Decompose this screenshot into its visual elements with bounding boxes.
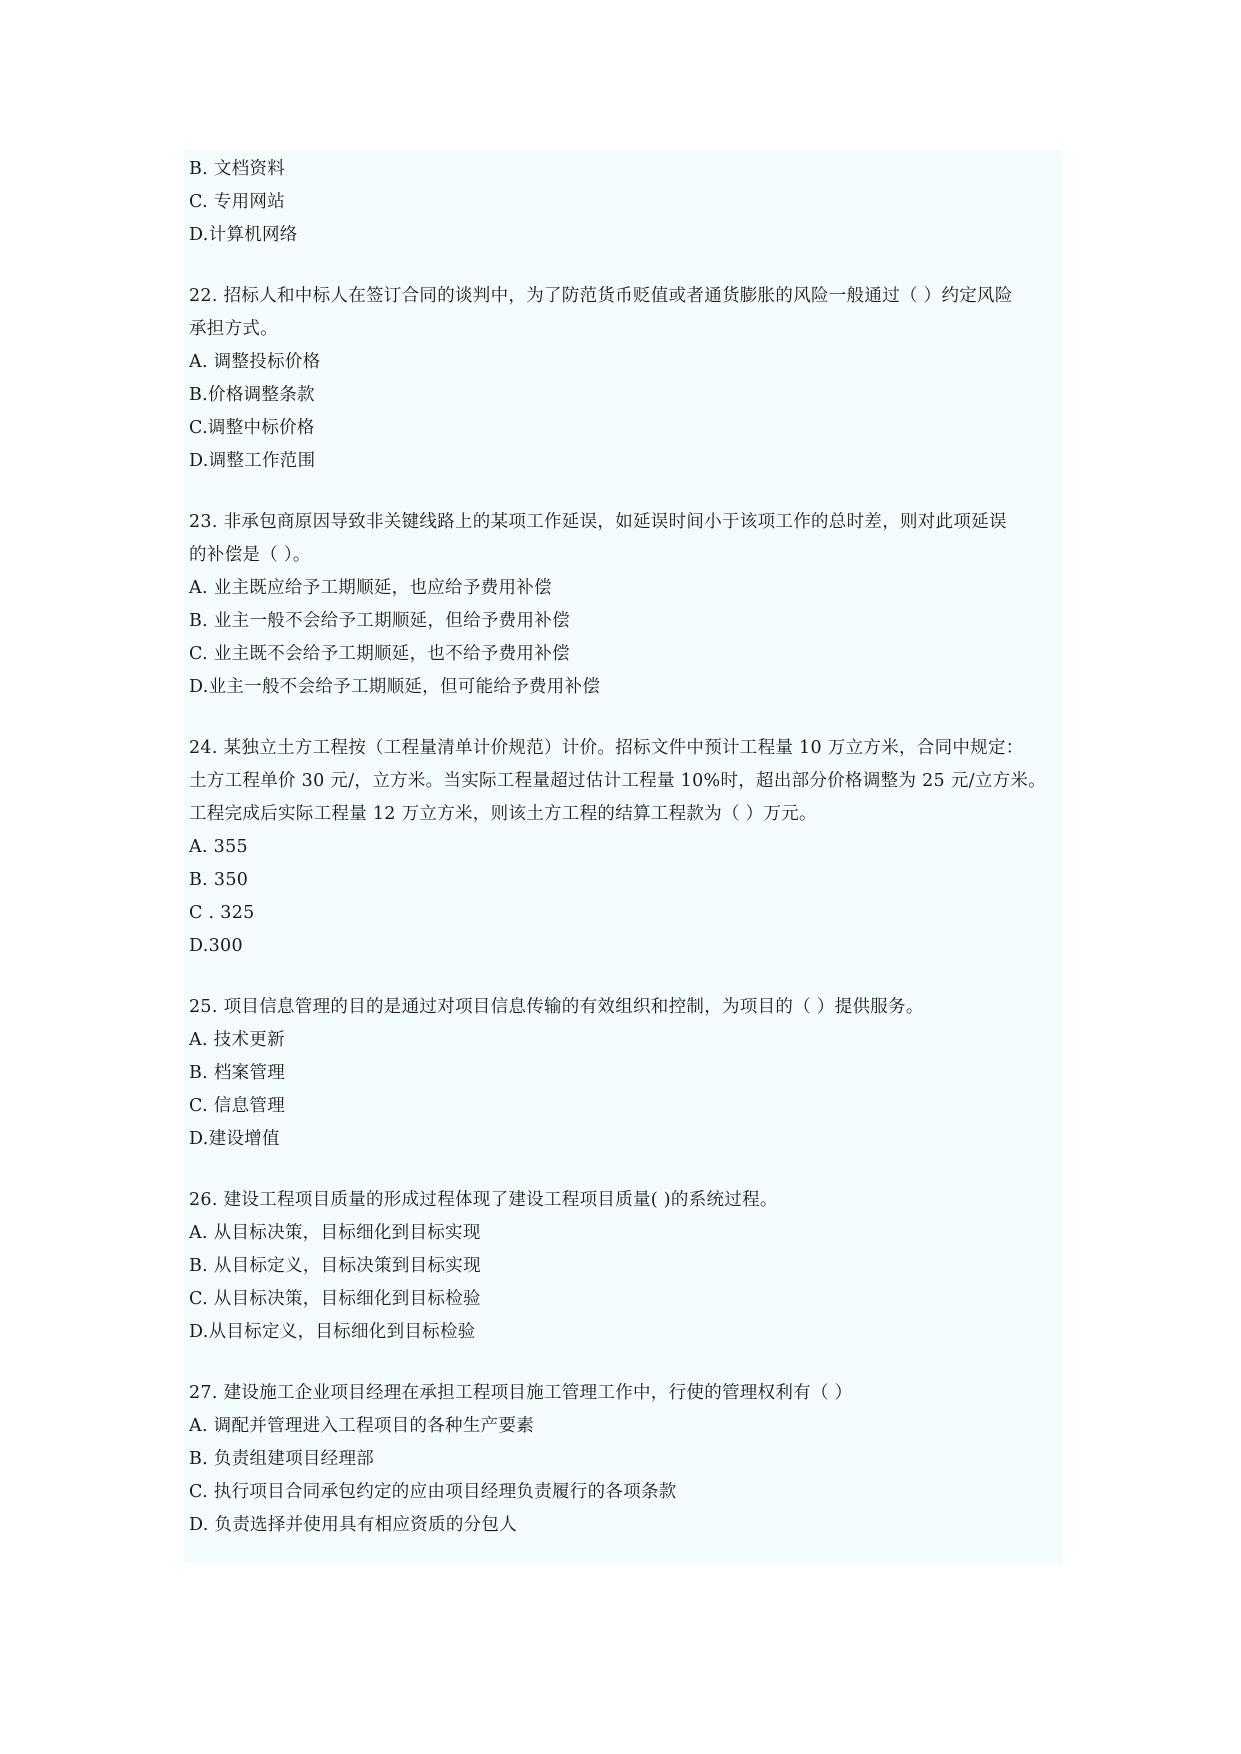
question-block-22 [189, 280, 1069, 478]
option-c: C. 业主既不会给予工期顺延，也不给予费用补偿 [189, 644, 570, 664]
option-d: D. 负责选择并使用具有相应资质的分包人 [189, 1515, 518, 1535]
option-d: D.300 [189, 936, 243, 956]
question-text: 工程完成后实际工程量 12 万立方米，则该土方工程的结算工程款为（ ）万元。 [189, 804, 817, 824]
option-c: C. 专用网站 [189, 192, 285, 212]
question-block-21-tail [189, 153, 1069, 252]
question-block-24 [189, 732, 1069, 963]
question-text: 22. 招标人和中标人在签订合同的谈判中，为了防范货币贬值或者通货膨胀的风险一般通过（ ）约定风险 [189, 286, 1013, 306]
question-text: 24. 某独立土方工程按（工程量清单计价规范）计价。招标文件中预计工程量 10 万立方米，合同中规定： [189, 738, 1024, 758]
option-c: C.调整中标价格 [189, 418, 315, 438]
option-b: B. 负责组建项目经理部 [189, 1449, 375, 1469]
question-block-27 [189, 1377, 1069, 1542]
option-d: D.调整工作范围 [189, 451, 316, 471]
option-a: A. 技术更新 [189, 1030, 285, 1050]
option-b: B.价格调整条款 [189, 385, 315, 405]
option-c: C . 325 [189, 903, 255, 923]
question-text: 26. 建设工程项目质量的形成过程体现了建设工程项目质量( )的系统过程。 [189, 1190, 778, 1210]
option-b: B. 从目标定义，目标决策到目标实现 [189, 1256, 481, 1276]
question-block-26 [189, 1184, 1069, 1349]
option-b: B. 业主一般不会给予工期顺延，但给予费用补偿 [189, 611, 570, 631]
question-text: 土方工程单价 30 元/，立方米。当实际工程量超过估计工程量 10%时，超出部分价格调整为 25 元/立方米。 [189, 771, 1047, 791]
question-text: 的补偿是（ ）。 [189, 545, 311, 565]
option-d: D.建设增值 [189, 1129, 280, 1149]
question-text: 23. 非承包商原因导致非关键线路上的某项工作延误，如延误时间小于该项工作的总时差，则对此项延误 [189, 512, 1007, 532]
question-block-25 [189, 991, 1069, 1156]
question-block-23 [189, 506, 1069, 704]
option-b: B. 档案管理 [189, 1063, 286, 1083]
option-a: A. 业主既应给予工期顺延，也应给予费用补偿 [189, 578, 552, 598]
option-d: D.业主一般不会给予工期顺延，但可能给予费用补偿 [189, 677, 601, 697]
option-a: A. 调整投标价格 [189, 352, 321, 372]
question-text: 25. 项目信息管理的目的是通过对项目信息传输的有效组织和控制，为项目的（ ）提供服务。 [189, 997, 924, 1017]
option-c: C. 从目标决策，目标细化到目标检验 [189, 1289, 481, 1309]
option-b: B. 文档资料 [189, 159, 286, 179]
option-a: A. 355 [189, 837, 248, 857]
option-d: D.计算机网络 [189, 225, 298, 245]
option-a: A. 调配并管理进入工程项目的各种生产要素 [189, 1416, 535, 1436]
question-text: 承担方式。 [189, 319, 278, 339]
option-a: A. 从目标决策，目标细化到目标实现 [189, 1223, 481, 1243]
option-b: B. 350 [189, 870, 249, 890]
question-text: 27. 建设施工企业项目经理在承担工程项目施工管理工作中，行使的管理权利有（ ） [189, 1383, 853, 1403]
option-c: C. 信息管理 [189, 1096, 285, 1116]
option-d: D.从目标定义，目标细化到目标检验 [189, 1322, 476, 1342]
document-content [189, 153, 1069, 1542]
option-c: C. 执行项目合同承包约定的应由项目经理负责履行的各项条款 [189, 1482, 677, 1502]
